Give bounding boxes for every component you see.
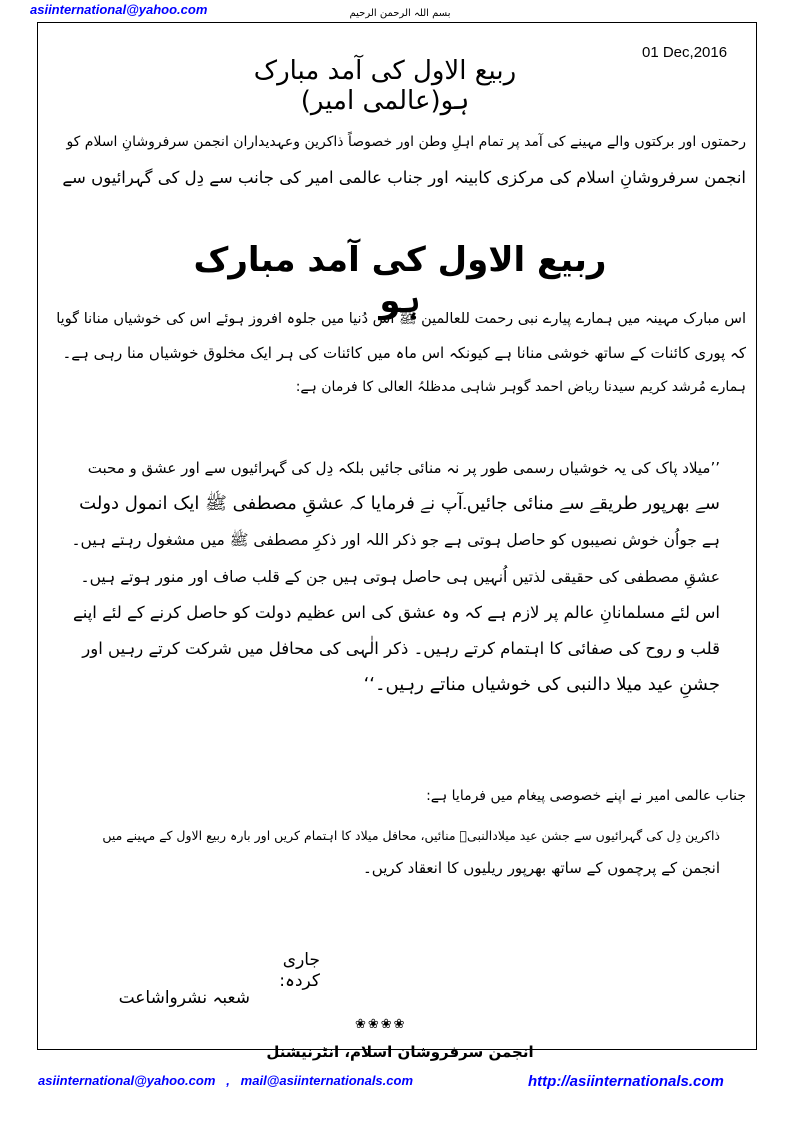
issued-by: جاری کردہ: — [279, 950, 320, 991]
quote-line: سے بھرپور طریقے سے منائی جائیں۔آپ نے فرمایا کہ عشقِ مصطفی ﷺ ایک انمول دولت — [79, 493, 720, 515]
page-title: ربیع الاول کی آمد مبارک ہو(عالمی امیر) — [253, 56, 517, 116]
header-email: asiinternational@yahoo.com — [30, 2, 208, 17]
date: 01 Dec,2016 — [642, 44, 728, 61]
bismillah: بسم اللہ الرحمن الرحیم — [349, 8, 451, 19]
message-heading: جناب عالمی امیر نے اپنے خصوصی پیغام میں فرمایا ہے: — [426, 788, 746, 804]
footer-emails[interactable]: asiinternational@yahoo.com , mail@asiinternationals.com — [38, 1073, 414, 1088]
ornament-stars: ❀❀❀❀ — [355, 1017, 407, 1032]
intro-line: انجمن سرفروشانِ اسلام کی مرکزی کابینہ اور جناب عالمی امیر کی جانب سے دِل کی گہرائیوں سے — [62, 168, 746, 187]
paragraph-1 — [44, 302, 746, 404]
quote-intro: ہمارے مُرشد کریم سیدنا ریاض احمد گوہر شاہی مدظلہُ العالی کا فرمان ہے: — [295, 379, 746, 395]
message-block — [80, 820, 720, 884]
intro-paragraph — [44, 125, 746, 195]
headline: ربیع الاول کی آمد مبارک ہو — [193, 240, 607, 321]
quote-line: عشقِ مصطفی کی حقیقی لذتیں اُنہیں ہی حاصل ہوتی ہیں جن کے قلب صاف اور منور ہوتے ہیں۔ — [80, 567, 720, 586]
department: شعبہ نشرواشاعت — [118, 988, 250, 1008]
paragraph-line: اس مبارک مہینہ میں ہمارے پیارے نبی رحمت للعالمین ﷺ اس دُنیا میں جلوہ افروز ہوئے اس کی خوشیاں منانا گویا — [56, 311, 746, 327]
organization-name: انجمن سرفروشان اسلام، انٹرنیشنل — [266, 1043, 534, 1061]
quote-line: اس لئے مسلمانانِ عالم پر لازم ہے کہ وہ عشق کی اس عظیم دولت کو حاصل کرنے کے لئے اپنے — [73, 602, 720, 622]
paragraph-line: کہ پوری کائنات کے ساتھ خوشی منانا ہے کیونکہ اس ماہ میں کائنات کی ہر ایک مخلوق خوشیاں منا رہی ہے۔ — [62, 344, 746, 362]
message-line: انجمن کے پرچموں کے ساتھ بھرپور ریلیوں کا انعقاد کریں۔ — [363, 859, 720, 877]
quote-line: ہے جواُن خوش نصیبوں کو حاصل ہوتی ہے جو ذکر اللہ اور ذکرِ مصطفی ﷺ میں مشغول رہتے ہیں۔ — [71, 531, 720, 550]
quote-block — [70, 450, 720, 703]
message-line: ذاکرین دِل کی گہرائیوں سے جشن عید میلادالنبیؐ منائیں، محافل میلاد کا اہتمام کریں اور بارہ ربیع الاول کے مہینے میں — [102, 828, 720, 843]
intro-line: رحمتوں اور برکتوں والے مہینے کی آمد پر تمام اہلِ وطن اور خصوصاً ذاکرین وعہدیداران انجمن سرفروشانِ اسلام کو — [66, 134, 746, 150]
footer-url[interactable]: http://asiinternationals.com — [528, 1073, 724, 1090]
quote-line: ’’میلاد پاک کی یہ خوشیاں رسمی طور پر نہ منائی جائیں بلکہ دِل کی گہرائیوں سے اور عشق و محبت — [87, 459, 720, 477]
quote-line: قلب و روح کی صفائی کا اہتمام کرتے رہیں۔ ذکر الٰہی کی محافل میں شرکت کرتے رہیں اور — [82, 639, 720, 659]
quote-line: جشنِ عید میلا دالنبی کی خوشیاں مناتے رہیں۔‘‘ — [363, 674, 720, 696]
